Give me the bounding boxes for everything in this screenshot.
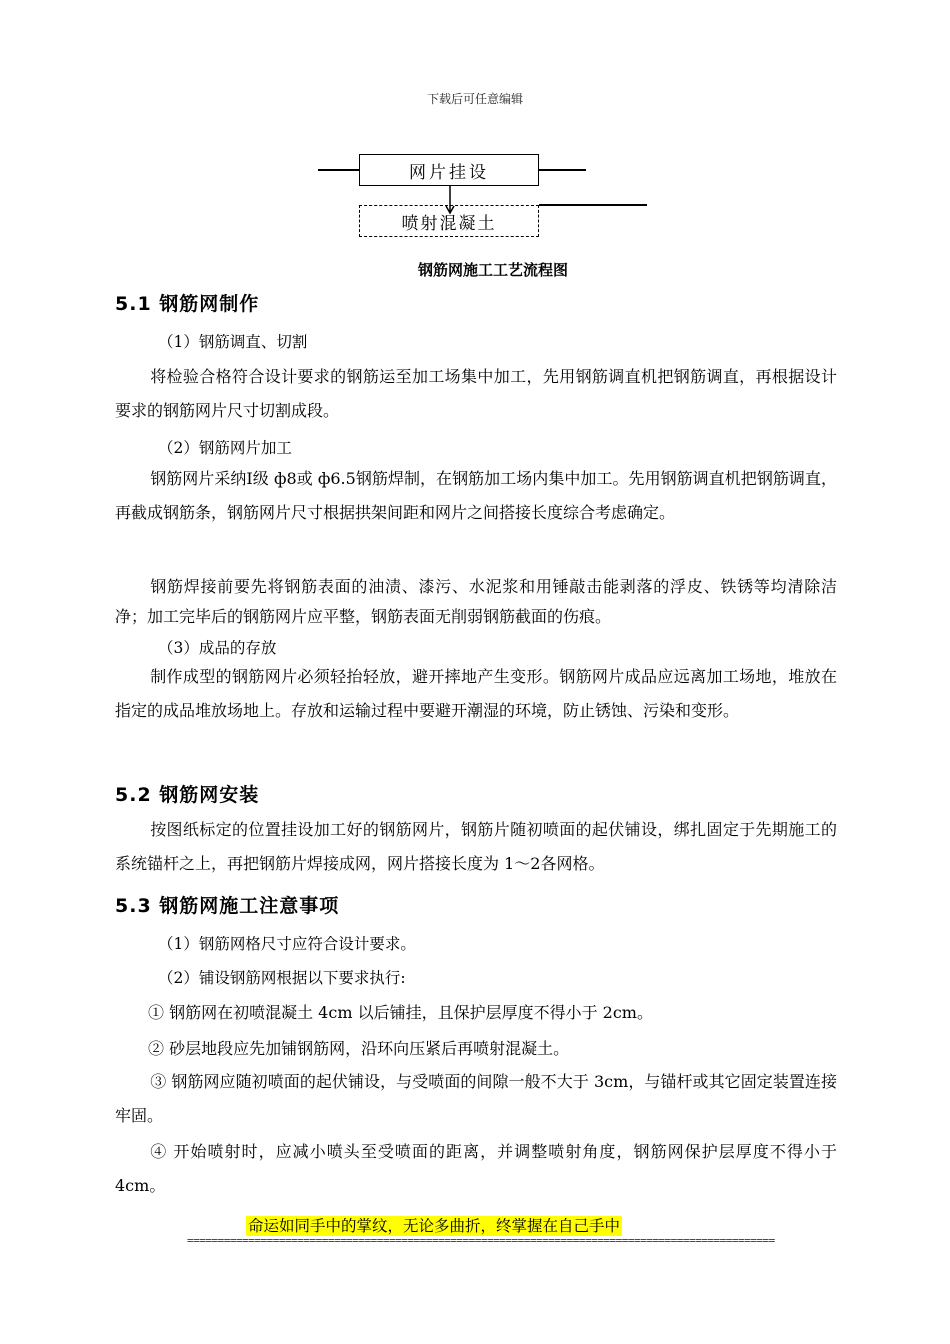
list-item-4: ④ 开始喷射时，应减小喷头至受喷面的距离，并调整喷射角度，钢筋网保护层厚度不得小于 4cm。 [115,1142,837,1195]
flow-line-left [318,169,359,171]
flow-line-right [539,169,586,171]
paragraph-straighten-cut: 将检验合格符合设计要求的钢筋运至加工场集中加工，先用钢筋调直机把钢筋调直，再根据设计要求的钢筋网片尺寸切割成段。 [115,367,837,420]
paragraph-storage: 制作成型的钢筋网片必须轻抬轻放，避开摔地产生变形。钢筋网片成品应远离加工场地，堆放在指定的成品堆放场地上。存放和运输过程中要避开潮湿的环境，防止锈蚀、污染和变形。 [115,667,837,720]
paragraph-welding-cleaning: 钢筋焊接前要先将钢筋表面的油渍、漆污、水泥浆和用锤敲击能剥落的浮皮、铁锈等均清除洁净；加工完毕后的钢筋网片应平整，钢筋表面无削弱钢筋截面的伤痕。 [115,577,837,626]
section-title-5-2: 5.2 钢筋网安装 [115,784,260,806]
note-laying-requirements: （2）铺设钢筋网根据以下要求执行: [158,969,406,987]
header-note: 下载后可任意编辑 [426,92,523,106]
footer-divider: ================================================================================================ [187,1234,775,1247]
flow-box-shotcrete-label: 喷射混凝土 [401,213,497,234]
section-title-5-3: 5.3 钢筋网施工注意事项 [115,895,340,917]
flowchart-caption: 钢筋网施工工艺流程图 [417,261,568,279]
flow-box-shotcrete [359,205,539,237]
section-title-5-1: 5.1 钢筋网制作 [115,293,260,315]
note-mesh-size: （1）钢筋网格尺寸应符合设计要求。 [158,935,416,953]
list-item-3: ③ 钢筋网应随初喷面的起伏铺设，与受喷面的间隙一般不大于 3cm，与锚杆或其它固定装置连接牢固。 [115,1072,837,1125]
flow-box-net-hanging [359,154,539,186]
paragraph-mesh-processing: 钢筋网片采纳Ⅰ级 ф8或 ф6.5钢筋焊制，在钢筋加工场内集中加工。先用钢筋调直机把钢筋调直，再截成钢筋条，钢筋网片尺寸根据拱架间距和网片之间搭接长度综合考虑确定。 [115,469,837,522]
subheading-mesh-processing: （2）钢筋网片加工 [158,439,292,457]
subheading-straighten-cut: （1）钢筋调直、切割 [158,333,308,351]
list-item-1: ① 钢筋网在初喷混凝土 4cm 以后铺挂，且保护层厚度不得小于 2cm。 [148,1003,653,1022]
paragraph-installation: 按图纸标定的位置挂设加工好的钢筋网片，钢筋片随初喷面的起伏铺设，绑扎固定于先期施工的系统锚杆之上，再把钢筋片焊接成网，网片搭接长度为 1～2各网格。 [115,820,837,873]
list-item-2: ② 砂层地段应先加铺钢筋网，沿环向压紧后再喷射混凝土。 [148,1039,570,1058]
flow-box-net-hanging-label: 网片挂设 [409,162,489,183]
footer-quote-banner: 命运如同手中的掌纹，无论多曲折，终掌握在自己手中 [248,1217,621,1235]
subheading-storage: （3）成品的存放 [158,639,277,657]
flow-line-bottom-right [539,204,647,206]
